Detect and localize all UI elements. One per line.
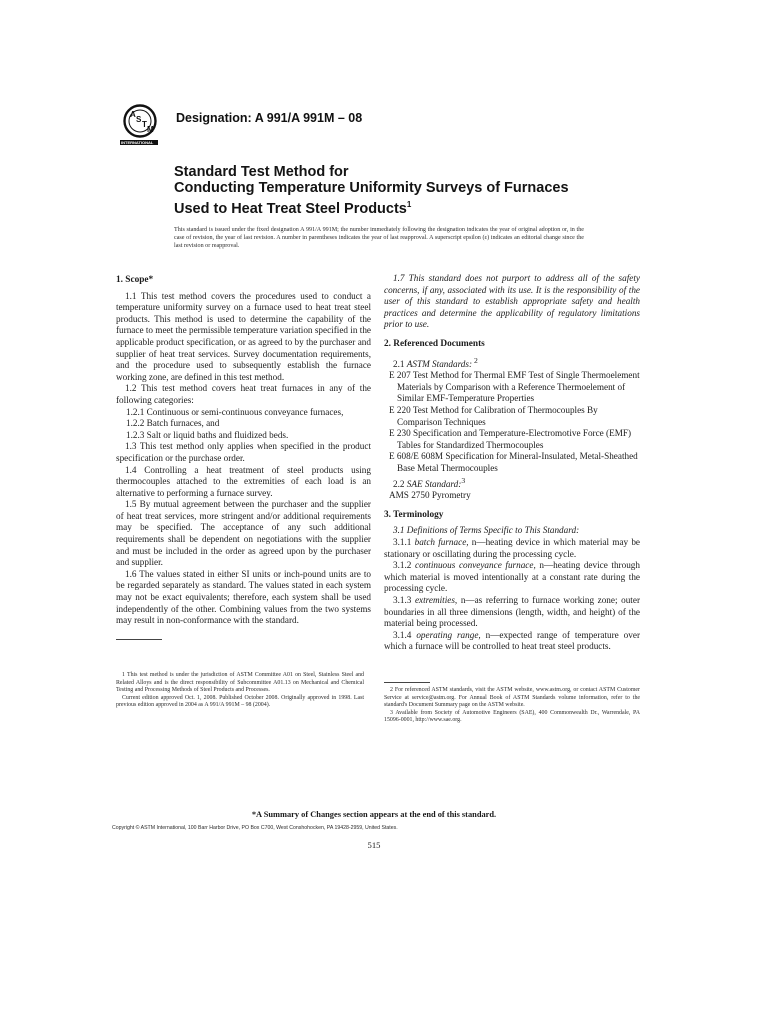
paragraph-1-7: 1.7 This standard does not purport to address all of the safety concerns, if any, associated with its use. It is the responsibility of the user of this standard to establish appropriate safety and health practices and determine the applicability of regulatory limitations prior to use.: [384, 273, 640, 330]
footnote-ref-2: 2: [472, 355, 478, 365]
astm-logo-graphic: [118, 103, 172, 147]
title-line-1: Standard Test Method for: [174, 164, 349, 180]
definition-continuous-conveyance-furnace: n—heating device through which material is moved intentionally at a constant rate during the processing cycle.: [384, 560, 640, 594]
preface-note: This standard is issued under the fixed designation A 991/A 991M; the number immediately following the designation indicates the year of original adoption or, in the case of revision, the year of last revision. A number in parentheses indicates the year of last reapproval. A superscript epsilon (ε) indicates an editorial change since the last revision or reapproval.: [174, 227, 584, 250]
copyright-line: Copyright © ASTM International, 100 Barr Harbor Drive, PO Box C700, West Conshohocken, PA 19428-2959, United States.: [112, 825, 398, 831]
paragraph-2-1-label: 2.1: [393, 358, 407, 369]
paragraph-3-1-4-label: 3.1.4: [393, 629, 417, 640]
paragraph-3-1-2-label: 3.1.2: [393, 560, 415, 571]
svg-text:A: A: [130, 110, 136, 119]
footnote-divider-right: [384, 682, 430, 683]
astm-standards-label: ASTM Standards:: [406, 358, 473, 369]
paragraph-3-1-2: [384, 560, 640, 595]
section-heading-referenced-documents: 2. Referenced Documents: [384, 338, 485, 349]
paragraph-3-1-1-label: 3.1.1: [393, 537, 415, 547]
reference-e230: E 230 Specification and Temperature-Electromotive Force (EMF) Tables for Standardized Thermocouples: [389, 428, 632, 450]
paragraph-3-1-3: [384, 595, 640, 630]
section-heading-terminology: 3. Terminology: [384, 509, 444, 520]
definition-operating-range: n—expected range of temperature over which a furnace will be controlled to heat treat steel products.: [384, 629, 641, 652]
paragraph-3-1-3-label: 3.1.3: [393, 594, 415, 605]
footnote-divider: [116, 639, 162, 640]
term-operating-range: operating range,: [416, 629, 481, 640]
definition-batch-furnace: n—heating device in which material may be stationary or oscillating during the processing cycle.: [384, 537, 641, 559]
document-title: [174, 164, 594, 217]
paragraph-1-5: 1.5 By mutual agreement between the purchaser and the supplier of heat treat services, more stringent and/or additional requirements may be specified. The acceptance of any such additional requirements shall be dependent on negotiations with the supplier and must be included in the order as agreed upon by the purchaser and supplier.: [116, 499, 371, 568]
title-line-2: Conducting Temperature Uniformity Surveys of Furnaces: [174, 180, 569, 197]
footnote-1-approval: Current edition approved Oct. 1, 2008. Published October 2008. Originally approved in 1998. Last previous edition approved in 2004 as A 991/A 991M – 98 (2004).: [116, 694, 364, 709]
reference-e207: E 207 Test Method for Thermal EMF Test of Single Thermoelement Materials by Comparison with a Reference Thermoelement of Similar EMF-Temperature Properties: [389, 370, 640, 404]
svg-text:S: S: [136, 115, 142, 124]
term-extremities: extremities,: [414, 594, 458, 605]
left-column: [116, 273, 371, 644]
title-line-3: [174, 197, 594, 217]
footnote-ref-3: 3: [461, 475, 466, 485]
paragraph-1-6: 1.6 The values stated in either SI units or inch-pound units are to be regarded separately as standard. The values stated in each system may not be exact equivalents; therefore, each system shall be used independently of the other. Combining values from the two systems may result in non-conformance with the standard.: [116, 568, 371, 626]
footnotes-right: [384, 682, 640, 725]
svg-text:M: M: [147, 125, 154, 134]
footnote-1: 1 This test method is under the jurisdiction of ASTM Committee A01 on Steel, Stainless Steel and Related Alloys and is the direct responsibility of Subcommittee A01.13 on Mechanical and Chemical Testing and Processing Methods of Steel Products and Processes.: [116, 672, 364, 694]
page-number: 515: [367, 840, 381, 850]
sae-standard-label: SAE Standard:: [406, 478, 462, 489]
paragraph-3-1: 3.1 Definitions of Terms Specific to This Standard:: [393, 525, 580, 536]
title-line-3-text: Used to Heat Treat Steel Products: [174, 200, 407, 217]
paragraph-1-2-1: 1.2.1 Continuous or semi-continuous conveyance furnaces,: [126, 406, 344, 417]
spacer: [384, 502, 640, 508]
svg-text:T: T: [142, 120, 147, 129]
designation: Designation: A 991/A 991M – 08: [176, 111, 363, 125]
paragraph-1-2-3: 1.2.3 Salt or liquid baths and fluidized beds.: [126, 429, 289, 440]
svg-text:INTERNATIONAL: INTERNATIONAL: [121, 140, 154, 146]
spacer: [384, 331, 640, 337]
footnote-2: 2 For referenced ASTM standards, visit the ASTM website, www.astm.org, or contact ASTM Customer Service at service@astm.org. For Annual Book of ASTM Standards volume information, refer to the standard's Document Summary page on the ASTM website.: [384, 687, 640, 709]
definition-extremities: n—as referring to furnace working zone; outer boundaries in all three dimensions (length, width, and height) of the material being processed.: [384, 594, 640, 629]
paragraph-2-1: [384, 355, 640, 371]
astm-logo: [118, 103, 172, 147]
paragraph-2-2: [384, 475, 640, 491]
term-batch-furnace: batch furnace,: [414, 537, 469, 547]
paragraph-3-1-4: [384, 630, 640, 653]
reference-e608: E 608/E 608M Specification for Mineral-Insulated, Metal-Sheathed Base Metal Thermocouples: [389, 451, 638, 473]
paragraph-2-2-label: 2.2: [393, 478, 407, 489]
reference-ams-2750: AMS 2750 Pyrometry: [389, 490, 471, 501]
paragraph-1-2-2: 1.2.2 Batch furnaces, and: [126, 418, 220, 429]
section-heading-scope: 1. Scope*: [116, 275, 154, 285]
footnotes-left: [116, 672, 364, 710]
reference-e220: E 220 Test Method for Calibration of Thermocouples By Comparison Techniques: [389, 405, 598, 427]
paragraph-1-1: 1.1 This test method covers the procedures used to conduct a temperature uniformity survey on a furnace used to heat treat steel products. This method is used to determine the capability of the furnace to meet the permissible temperature variation specified in the applicable product specification, or as agreed to by the purchaser and supplier of heat treat services. Survey documentation requirements, and the procedure used to subsequently establish the furnace working zone, are defined in this test method.: [116, 290, 371, 382]
right-column: [384, 273, 640, 653]
title-footnote-mark: 1: [406, 199, 412, 209]
summary-of-changes-note: *A Summary of Changes section appears at the end of this standard.: [251, 810, 497, 819]
footnote-3: 3 Available from Society of Automotive Engineers (SAE), 400 Commonwealth Dr., Warrendale, PA 15096-0001, http://www.sae.org.: [384, 709, 640, 724]
term-continuous-conveyance-furnace: continuous conveyance furnace,: [415, 560, 536, 571]
paragraph-1-3: 1.3 This test method only applies when specified in the product specification or the purchase order.: [116, 441, 371, 463]
paragraph-1-4: 1.4 Controlling a heat treatment of steel products using thermocouples attached to the extremities of each load is an alternative to performing a furnace survey.: [116, 464, 371, 498]
paragraph-1-2: 1.2 This test method covers heat treat furnaces in any of the following categories:: [116, 383, 371, 405]
paragraph-3-1-1: [384, 537, 640, 560]
